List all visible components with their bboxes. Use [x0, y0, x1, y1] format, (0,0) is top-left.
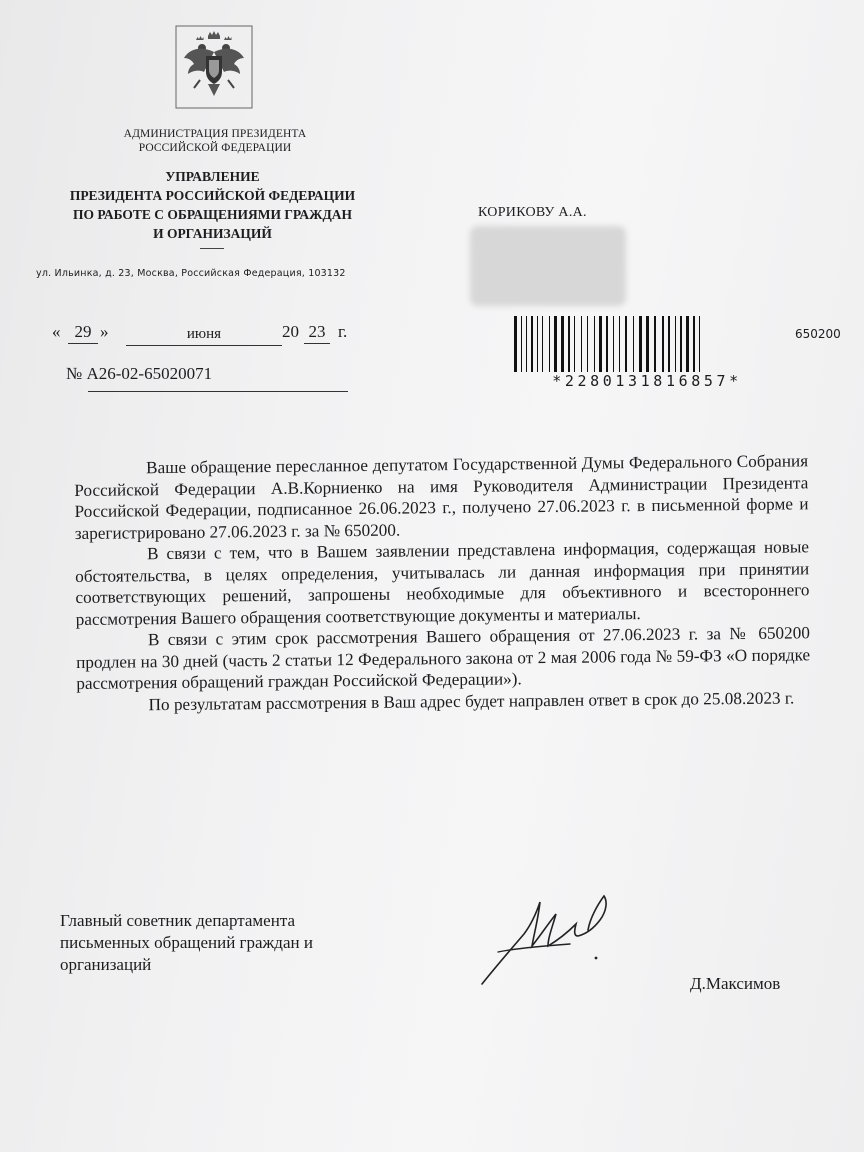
body-paragraph: В связи с этим срок рассмотрения Вашего обращения от 27.06.2023 г. за № 650200 продлен на 30 дней (часть 2 статьи 12 Федерального закона от 2 мая 2006 года № 59-ФЗ «О порядке рассмотрения обращений граждан Российской Федерации»).	[76, 623, 811, 693]
double-headed-eagle-icon	[174, 24, 254, 110]
signer-title	[60, 910, 380, 976]
administration-line: РОССИЙСКОЙ ФЕДЕРАЦИИ	[138, 142, 292, 154]
handwritten-signature	[478, 884, 628, 990]
date-open-quote: «	[52, 322, 61, 341]
body-paragraph: В связи с тем, что в Вашем заявлении представлена информация, содержащая новые обстоятельства, в целях определения, учитывалась ли данная информация при принятии соответствующих решений, запрошены необходимые для объективного и всестороннего рассмотрения Вашего обращения соответствующие документы и материалы.	[75, 537, 810, 629]
department-name	[40, 167, 385, 243]
department-divider	[200, 248, 224, 249]
body-paragraph: По результатам рассмотрения в Ваш адрес будет направлен ответ в срок до 25.08.2023 г.	[148, 687, 795, 714]
signer-title-line: организаций	[60, 955, 152, 974]
date-day: 29	[74, 322, 92, 341]
department-line: ПРЕЗИДЕНТА РОССИЙСКОЙ ФЕДЕРАЦИИ	[69, 188, 356, 203]
date-close-quote: »	[100, 322, 109, 341]
sender-address: ул. Ильинка, д. 23, Москва, Российская Федерация, 103132	[36, 268, 346, 279]
reference-number: № А26-02-65020071	[66, 364, 213, 383]
administration-line: АДМИНИСТРАЦИЯ ПРЕЗИДЕНТА	[123, 128, 307, 140]
letter-body	[74, 450, 811, 716]
department-line: И ОРГАНИЗАЦИЙ	[153, 226, 272, 241]
signer-title-line: письменных обращений граждан и	[60, 933, 313, 952]
redacted-address	[470, 226, 626, 306]
date-year-underline	[304, 343, 330, 344]
barcode-icon	[512, 316, 782, 372]
date-day-underline	[68, 343, 98, 344]
signer-title-line: Главный советник департамента	[60, 911, 296, 930]
body-paragraph: Ваше обращение пересланное депутатом Государственной Думы Федерального Собрания Российской Федерации А.В.Корниенко на имя Руководителя Администрации Президента Российской Федерации, подписанное 26.06.2023 г., получено 27.06.2023 г. в письменной форме и зарегистрировано 27.06.2023 г. за № 650200.	[74, 451, 809, 543]
date-century: 20	[282, 322, 299, 341]
date-suffix: г.	[338, 322, 348, 341]
date-month: июня	[186, 326, 222, 342]
barcode-number: *2280131816857*	[552, 372, 742, 390]
barcode-side-code: 650200	[795, 327, 841, 341]
date-month-underline	[126, 345, 282, 346]
recipient-name: КОРИКОВУ А.А.	[478, 205, 587, 220]
department-line: ПО РАБОТЕ С ОБРАЩЕНИЯМИ ГРАЖДАН	[72, 207, 353, 222]
department-line: УПРАВЛЕНИЕ	[165, 169, 260, 184]
administration-name	[70, 127, 360, 155]
date-year: 23	[308, 322, 326, 341]
reference-underline	[88, 391, 348, 392]
signer-name: Д.Максимов	[690, 974, 781, 993]
